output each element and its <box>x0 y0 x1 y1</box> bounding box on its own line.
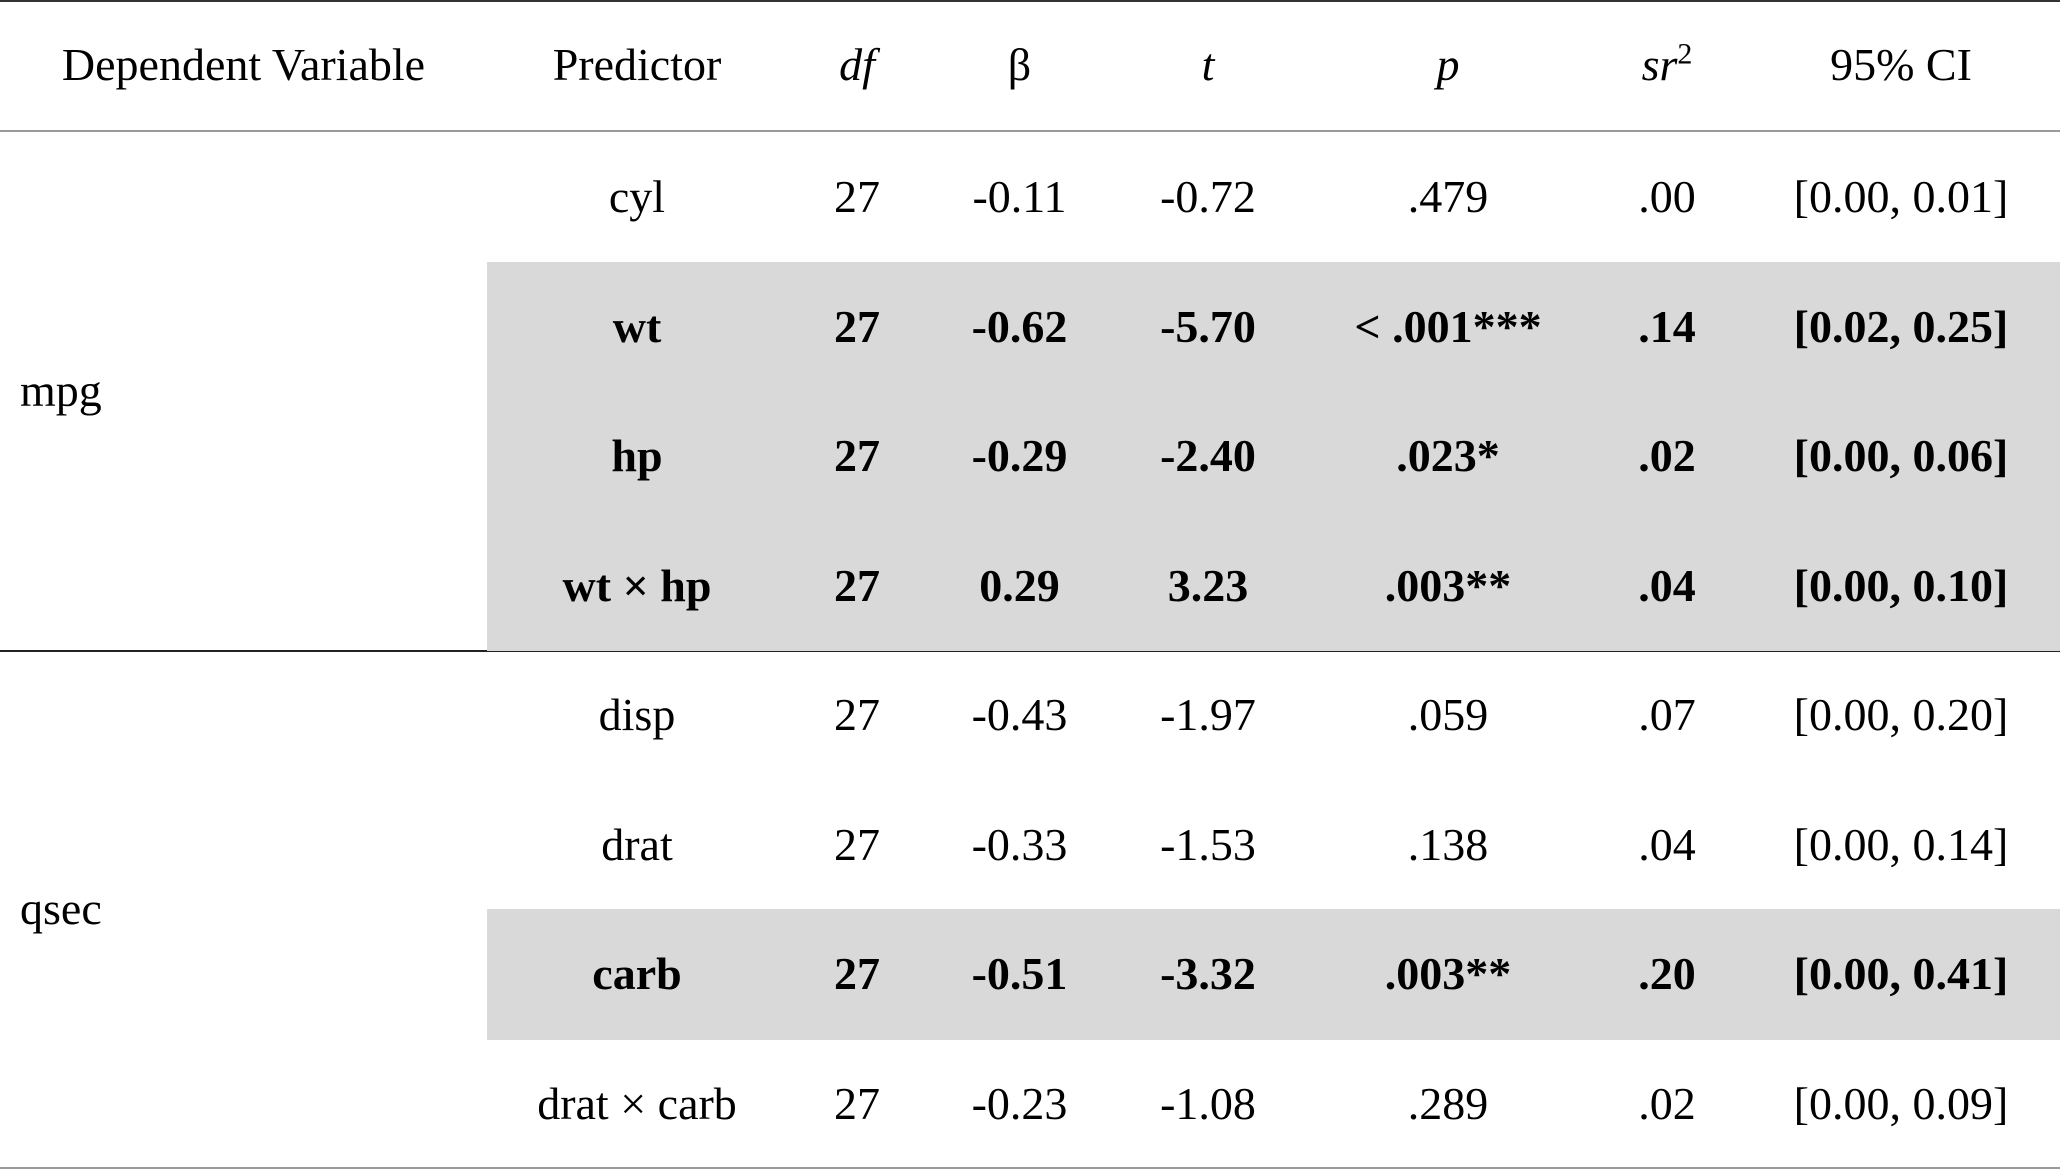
sr2-cell: .20 <box>1638 948 1696 999</box>
p-cell: .023* <box>1396 430 1500 481</box>
df-cell: 27 <box>834 171 880 222</box>
ci-cell: [0.02, 0.25] <box>1793 300 2009 352</box>
sr2-cell: .14 <box>1638 300 1696 352</box>
predictor-cell: wt × hp <box>562 559 712 611</box>
header-sr2-exponent: 2 <box>1677 37 1693 71</box>
df-cell: 27 <box>834 1077 880 1129</box>
header-predictor: Predictor <box>552 39 722 90</box>
df-cell: 27 <box>834 948 880 999</box>
p-cell: .138 <box>1407 818 1489 870</box>
ci-cell: [0.00, 0.41] <box>1793 948 2009 999</box>
df-cell: 27 <box>834 559 880 611</box>
df-cell: 27 <box>834 300 880 352</box>
p-cell: < .001*** <box>1354 300 1542 352</box>
p-cell: .479 <box>1407 171 1489 222</box>
header-beta: β <box>1007 39 1032 90</box>
sr2-cell: .02 <box>1638 1077 1696 1129</box>
ci-cell: [0.00, 0.01] <box>1793 171 2009 222</box>
p-cell: .059 <box>1407 689 1489 740</box>
header-sr2-base: sr <box>1641 39 1678 90</box>
beta-cell: -0.62 <box>971 300 1068 352</box>
beta-cell: -0.23 <box>971 1077 1068 1129</box>
beta-cell: -0.33 <box>971 818 1068 870</box>
t-cell: -3.32 <box>1160 948 1256 999</box>
predictor-cell: drat <box>601 818 673 870</box>
p-cell: .289 <box>1407 1077 1489 1129</box>
header-t: t <box>1201 39 1215 90</box>
t-cell: -1.08 <box>1160 1077 1256 1129</box>
predictor-cell: drat × carb <box>537 1077 737 1129</box>
dependent-variable-label: qsec <box>20 883 102 934</box>
df-cell: 27 <box>834 689 880 740</box>
ci-cell: [0.00, 0.09] <box>1793 1077 2009 1129</box>
sr2-cell: .04 <box>1638 818 1696 870</box>
df-cell: 27 <box>834 818 880 870</box>
beta-cell: 0.29 <box>979 559 1060 611</box>
ci-cell: [0.00, 0.20] <box>1793 689 2009 740</box>
header-sr2 <box>1592 0 1742 130</box>
predictor-cell: carb <box>592 948 682 999</box>
t-cell: -2.40 <box>1160 430 1256 481</box>
dependent-variable-label: mpg <box>20 365 102 416</box>
t-cell: -1.97 <box>1160 689 1256 740</box>
header-df: df <box>839 39 875 90</box>
beta-cell: -0.29 <box>971 430 1068 481</box>
t-cell: -5.70 <box>1160 300 1256 352</box>
p-cell: .003** <box>1384 559 1512 611</box>
sr2-cell: .02 <box>1638 430 1696 481</box>
t-cell: -0.72 <box>1160 171 1256 222</box>
beta-cell: -0.11 <box>972 171 1067 222</box>
predictor-cell: hp <box>611 430 663 481</box>
sr2-cell: .04 <box>1638 559 1696 611</box>
ci-cell: [0.00, 0.10] <box>1793 559 2009 611</box>
header-p: p <box>1436 39 1460 90</box>
df-cell: 27 <box>834 430 880 481</box>
sr2-cell: .00 <box>1638 171 1696 222</box>
predictor-cell: cyl <box>608 171 666 222</box>
sr2-cell: .07 <box>1638 689 1696 740</box>
header-dependent-variable: Dependent Variable <box>61 39 426 90</box>
predictor-cell: disp <box>598 689 676 740</box>
beta-cell: -0.51 <box>971 948 1068 999</box>
p-cell: .003** <box>1384 948 1512 999</box>
header-ci: 95% CI <box>1830 39 1972 90</box>
predictor-cell: wt <box>612 300 662 352</box>
t-cell: 3.23 <box>1167 559 1249 611</box>
ci-cell: [0.00, 0.06] <box>1793 430 2009 481</box>
t-cell: -1.53 <box>1160 818 1256 870</box>
ci-cell: [0.00, 0.14] <box>1793 818 2009 870</box>
beta-cell: -0.43 <box>971 689 1068 740</box>
